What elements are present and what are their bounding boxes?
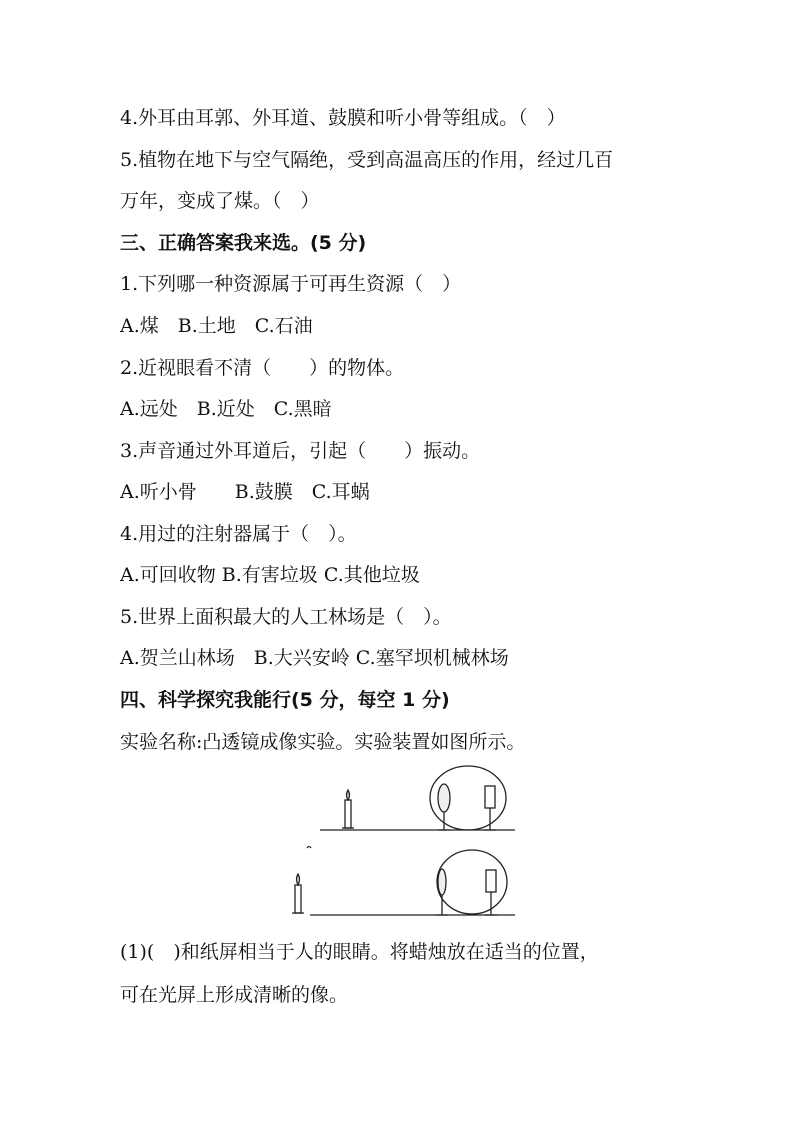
section-4-heading: 四、科学探究我能行(5 分，每空 1 分) — [120, 689, 450, 711]
flame-top-icon — [347, 790, 350, 800]
choice-question-3: 3.声音通过外耳道后，引起（ ）振动。 — [120, 440, 481, 462]
experiment-question-1-line-2: 可在光屏上形成清晰的像。 — [120, 984, 349, 1006]
candle-bottom — [295, 885, 301, 913]
choice-question-4: 4.用过的注射器属于（ ）。 — [120, 523, 357, 545]
choice-options-3: A.听小骨 B.鼓膜 C.耳蜗 — [120, 481, 370, 503]
screen-top — [485, 786, 495, 808]
choice-options-2: A.远处 B.近处 C.黑暗 — [120, 398, 332, 420]
choice-question-1: 1.下列哪一种资源属于可再生资源（ ） — [120, 273, 462, 295]
choice-options-5: A.贺兰山林场 B.大兴安岭 C.塞罕坝机械林场 — [120, 647, 509, 669]
judge-item-4: 4.外耳由耳郭、外耳道、鼓膜和听小骨等组成。（ ） — [120, 107, 566, 129]
flame-bottom-icon — [297, 874, 300, 885]
choice-options-1: A.煤 B.土地 C.石油 — [120, 315, 313, 337]
judge-item-5-line-1: 5.植物在地下与空气隔绝，受到高温高压的作用，经过几百 — [120, 149, 614, 171]
choice-question-5: 5.世界上面积最大的人工林场是（ ）。 — [120, 606, 452, 628]
lens-bottom — [438, 869, 446, 895]
judge-item-5-line-2: 万年，变成了煤。（ ） — [120, 190, 320, 212]
candle-top — [345, 800, 351, 828]
lens-experiment-figure — [290, 760, 530, 925]
lens-top — [438, 784, 450, 812]
section-3-heading: 三、正确答案我来选。(5 分) — [120, 232, 367, 254]
screen-bottom — [486, 870, 496, 892]
choice-options-4: A.可回收物 B.有害垃圾 C.其他垃圾 — [120, 564, 420, 586]
choice-question-2: 2.近视眼看不清（ ）的物体。 — [120, 357, 405, 379]
experiment-question-1-line-1: (1)( )和纸屏相当于人的眼睛。将蜡烛放在适当的位置， — [120, 941, 599, 963]
experiment-name: 实验名称:凸透镜成像实验。实验装置如图所示。 — [120, 731, 526, 753]
